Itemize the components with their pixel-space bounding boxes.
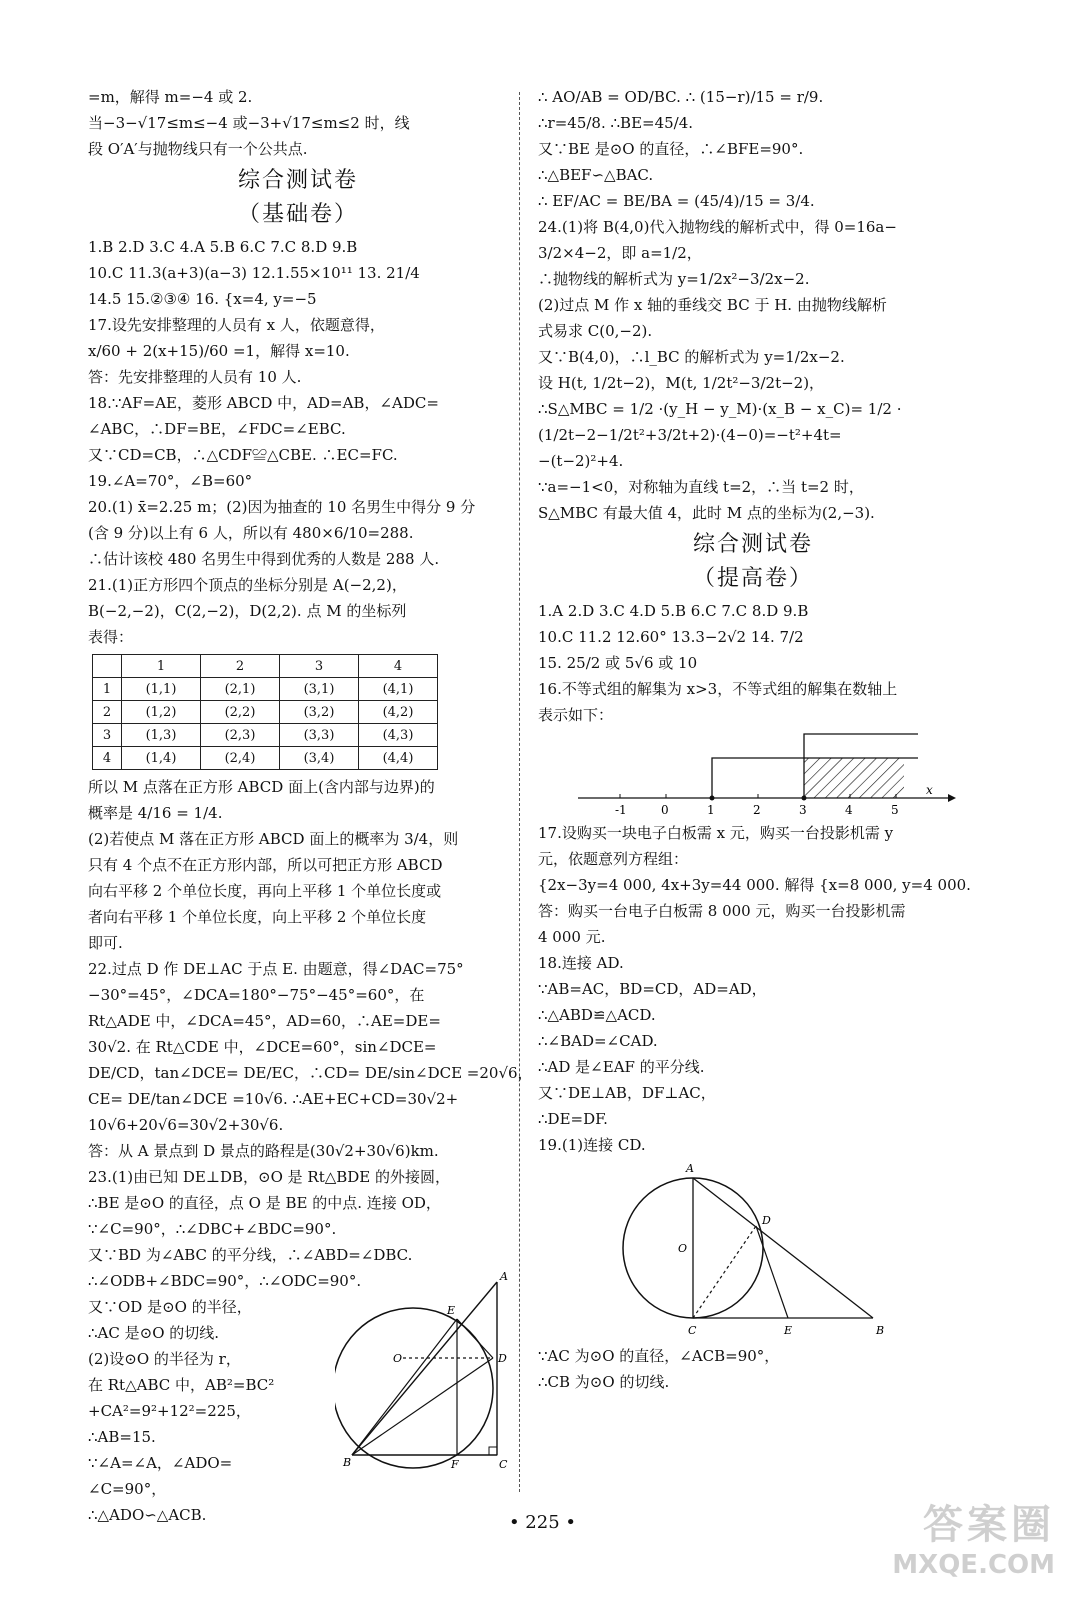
text-line: ∵∠C=90°，∴∠DBC+∠BDC=90°. bbox=[88, 1220, 337, 1238]
label-o-2: O bbox=[678, 1242, 688, 1255]
text-line: 段 O′A′与抛物线只有一个公共点. bbox=[88, 140, 308, 158]
text-line: 又∵DE⊥AB，DF⊥AC， bbox=[538, 1084, 716, 1102]
section-heading-basic: 综合测试卷 bbox=[237, 168, 358, 193]
text-line: 23.(1)由已知 DE⊥DB，⊙O 是 Rt△BDE 的外接圆， bbox=[88, 1168, 451, 1186]
watermark-text: 答案圈 bbox=[923, 1502, 1055, 1548]
text-line: ∵∠A=∠A，∠ADO= bbox=[88, 1454, 233, 1472]
table-cell: 3 bbox=[280, 655, 359, 678]
table-cell: 2 bbox=[201, 655, 280, 678]
text-line: ∴ EF/AC = BE/BA = (45/4)/15 = 3/4. bbox=[538, 192, 815, 210]
tick-label: -1 bbox=[615, 803, 627, 817]
text-line: ∴AB=15. bbox=[88, 1428, 156, 1446]
label-e-2: E bbox=[784, 1324, 793, 1337]
table-cell: 1 bbox=[122, 655, 201, 678]
text-line: CE= DE/tan∠DCE =10√6. ∴AE+EC+CD=30√2+ bbox=[88, 1090, 459, 1108]
right-solution-lines bbox=[538, 84, 968, 526]
tick-label: 0 bbox=[661, 803, 669, 817]
text-line: 所以 M 点落在正方形 ABCD 面上(含内部与边界)的 bbox=[88, 778, 435, 796]
text-line: 4 000 元. bbox=[538, 928, 606, 946]
text-line: DE/CD，tan∠DCE= DE/EC，∴CD= DE/sin∠DCE =20√6， bbox=[88, 1064, 533, 1082]
text-line: 表示如下： bbox=[538, 706, 614, 724]
geometry-figure-23 bbox=[335, 1270, 515, 1470]
tick-label: 5 bbox=[891, 803, 899, 817]
text-line: 又∵B(4,0)，∴l_BC 的解析式为 y=1/2x−2. bbox=[538, 348, 845, 366]
text-line: 概率是 4/16 = 1/4. bbox=[88, 804, 223, 822]
text-line: 10.C 11.3(a+3)(a−3) 12.1.55×10¹¹ 13. 21/4 bbox=[88, 264, 420, 282]
line-be bbox=[352, 1319, 457, 1455]
label-a: A bbox=[500, 1270, 508, 1283]
solution-hatch-region bbox=[804, 758, 904, 798]
table-row bbox=[93, 747, 438, 770]
text-line: 18.∵AF=AE，菱形 ABCD 中，AD=AB，∠ADC= bbox=[88, 394, 439, 412]
axis-label-x: x bbox=[926, 783, 933, 797]
right-solution-lines-3 bbox=[538, 820, 971, 1158]
line-ba bbox=[352, 1282, 497, 1455]
text-line: S△MBC 有最大值 4，此时 M 点的坐标为(2,−3). bbox=[538, 504, 875, 522]
tick-label: 2 bbox=[753, 803, 761, 817]
text-line: ∴△ADO∽△ACB. bbox=[88, 1506, 207, 1524]
text-line: 20.(1) x̄=2.25 m；(2)因为抽查的 10 名男生中得分 9 分 bbox=[88, 498, 476, 516]
tick-label: 4 bbox=[845, 803, 853, 817]
geometry-figure-19 bbox=[598, 1158, 898, 1343]
right-answer-list bbox=[538, 598, 968, 676]
label-a-2: A bbox=[686, 1162, 694, 1175]
table-cell: (3,1) bbox=[280, 678, 359, 701]
label-b-2: B bbox=[876, 1324, 885, 1337]
label-d: D bbox=[498, 1352, 507, 1365]
table-cell: (3,4) bbox=[280, 747, 359, 770]
text-line: 即可. bbox=[88, 934, 123, 952]
left-solution-lines bbox=[88, 312, 508, 650]
table-cell: (2,4) bbox=[201, 747, 280, 770]
left-intro-lines bbox=[88, 84, 508, 162]
label-b: B bbox=[343, 1456, 352, 1469]
table-cell: (2,3) bbox=[201, 724, 280, 747]
table-cell: (4,1) bbox=[359, 678, 438, 701]
table-cell: (2,1) bbox=[201, 678, 280, 701]
text-line: −30°=45°，∠DCA=180°−75°−45°=60°，在 bbox=[88, 986, 425, 1004]
line-ab-2 bbox=[693, 1178, 873, 1318]
table-cell: 4 bbox=[93, 747, 122, 770]
table-cell bbox=[93, 655, 122, 678]
text-line: 1.B 2.D 3.C 4.A 5.B 6.C 7.C 8.D 9.B bbox=[88, 238, 358, 256]
table-row bbox=[93, 724, 438, 747]
text-line: 18.连接 AD. bbox=[538, 954, 624, 972]
table-row bbox=[93, 701, 438, 724]
text-line: 24.(1)将 B(4,0)代入抛物线的解析式中，得 0=16a− bbox=[538, 218, 897, 236]
table-cell: (1,2) bbox=[122, 701, 201, 724]
text-line: ∴抛物线的解析式为 y=1/2x²−3/2x−2. bbox=[538, 270, 810, 288]
table-row bbox=[93, 678, 438, 701]
right-angle-c bbox=[489, 1447, 497, 1455]
text-line: 向右平移 2 个单位长度，再向上平移 1 个单位长度或 bbox=[88, 882, 442, 900]
right-column bbox=[538, 84, 971, 1395]
text-line: {2x−3y=4 000, 4x+3y=44 000. 解得 {x=8 000, y=4 000. bbox=[538, 876, 971, 894]
text-line: (1/2t−2−1/2t²+3/2t+2)·(4−0)=−t²+4t= bbox=[538, 426, 842, 444]
text-line: (2)过点 M 作 x 轴的垂线交 BC 于 H. 由抛物线解析 bbox=[538, 296, 887, 314]
page-number: • 225 • bbox=[508, 1512, 577, 1533]
text-line: ∵a=−1<0，对称轴为直线 t=2，∴当 t=2 时， bbox=[538, 478, 864, 496]
text-line: 只有 4 个点不在正方形内部，所以可把正方形 ABCD bbox=[88, 856, 443, 874]
table-cell: 1 bbox=[93, 678, 122, 701]
section-subheading-advanced: （提高卷） bbox=[692, 566, 813, 591]
text-line: 答：购买一台电子白板需 8 000 元，购买一台投影机需 bbox=[538, 902, 906, 920]
text-line: 元，依题意列方程组： bbox=[538, 850, 689, 868]
text-line: ∠C=90°， bbox=[88, 1480, 167, 1498]
text-line: 答：先安排整理的人员有 10 人. bbox=[88, 368, 302, 386]
text-line: ∴ AO/AB = OD/BC. ∴ (15−r)/15 = r/9. bbox=[538, 88, 824, 106]
table-cell: (1,1) bbox=[122, 678, 201, 701]
text-line: −(t−2)²+4. bbox=[538, 452, 624, 470]
text-line: ∠ABC，∴DF=BE，∠FDC=∠EBC. bbox=[88, 420, 346, 438]
label-c: C bbox=[499, 1458, 508, 1470]
column-divider bbox=[519, 92, 520, 1492]
text-line: 表得： bbox=[88, 628, 134, 646]
text-line: ∴∠BAD=∠CAD. bbox=[538, 1032, 658, 1050]
text-line: 14.5 15.②③④ 16. {x=4, y=−5 bbox=[88, 290, 317, 308]
line-bd bbox=[352, 1358, 493, 1455]
text-line: =m，解得 m=−4 或 2. bbox=[88, 88, 253, 106]
table-cell: (2,2) bbox=[201, 701, 280, 724]
text-line: ∴BE 是⊙O 的直径，点 O 是 BE 的中点. 连接 OD， bbox=[88, 1194, 441, 1212]
right-solution-lines-2 bbox=[538, 676, 968, 728]
text-line: ∴△ABD≌△ACD. bbox=[538, 1006, 656, 1024]
text-line: ∴AD 是∠EAF 的平分线. bbox=[538, 1058, 705, 1076]
line-ed bbox=[457, 1319, 493, 1358]
point-marker bbox=[802, 796, 807, 801]
text-line: x/60 + 2(x+15)/60 =1，解得 x=10. bbox=[88, 342, 350, 360]
table-cell: (4,2) bbox=[359, 701, 438, 724]
text-line: 30√2. 在 Rt△CDE 中，∠DCE=60°，sin∠DCE= bbox=[88, 1038, 437, 1056]
text-line: 又∵OD 是⊙O 的半径， bbox=[88, 1298, 252, 1316]
label-e: E bbox=[447, 1304, 456, 1317]
text-line: 10√6+20√6=30√2+30√6. bbox=[88, 1116, 284, 1134]
text-line: +CA²=9²+12²=225， bbox=[88, 1402, 251, 1420]
text-line: Rt△ADE 中，∠DCA=45°，AD=60，∴AE=DE= bbox=[88, 1012, 441, 1030]
text-line: ∴r=45/8. ∴BE=45/4. bbox=[538, 114, 694, 132]
text-line: 19.∠A=70°，∠B=60° bbox=[88, 472, 253, 490]
coordinate-table bbox=[92, 654, 438, 770]
text-line: 者向右平移 1 个单位长度，向上平移 2 个单位长度 bbox=[88, 908, 427, 926]
text-line: 16.不等式组的解集为 x>3，不等式组的解集在数轴上 bbox=[538, 680, 898, 698]
text-line: 21.(1)正方形四个顶点的坐标分别是 A(−2,2)， bbox=[88, 576, 407, 594]
label-c-2: C bbox=[688, 1324, 697, 1337]
text-line: ∴△BEF∽△BAC. bbox=[538, 166, 654, 184]
tick-label: 3 bbox=[799, 803, 807, 817]
text-line: (2)若使点 M 落在正方形 ABCD 面上的概率为 3/4，则 bbox=[88, 830, 459, 848]
text-line: 当−3−√17≤m≤−4 或−3+√17≤m≤2 时，线 bbox=[88, 114, 410, 132]
label-d-2: D bbox=[762, 1214, 771, 1227]
text-line: 式易求 C(0,−2). bbox=[538, 322, 653, 340]
text-line: 又∵CD=CB，∴△CDF≌△CBE. ∴EC=FC. bbox=[88, 446, 398, 464]
text-line: ∴DE=DF. bbox=[538, 1110, 608, 1128]
section-subheading-basic: （基础卷） bbox=[237, 202, 358, 227]
text-line: 15. 25/2 或 5√6 或 10 bbox=[538, 654, 698, 672]
table-cell: 2 bbox=[93, 701, 122, 724]
text-line: 又∵BD 为∠ABC 的平分线，∴∠ABD=∠DBC. bbox=[88, 1246, 413, 1264]
text-line: 答：从 A 景点到 D 景点的路程是(30√2+30√6)km. bbox=[88, 1142, 439, 1160]
right-solution-lines-4 bbox=[538, 1343, 968, 1395]
text-line: 22.过点 D 作 DE⊥AC 于点 E. 由题意，得∠DAC=75° bbox=[88, 960, 464, 978]
text-line: ∵AB=AC，BD=CD，AD=AD， bbox=[538, 980, 767, 998]
table-cell: (1,3) bbox=[122, 724, 201, 747]
table-cell: 3 bbox=[93, 724, 122, 747]
text-line: (2)设⊙O 的半径为 r， bbox=[88, 1350, 241, 1368]
watermark-logo bbox=[892, 1493, 1055, 1580]
point-marker bbox=[710, 796, 715, 801]
text-line: ∴∠ODB+∠BDC=90°，∴∠ODC=90°. bbox=[88, 1272, 362, 1290]
text-line: 17.设购买一块电子白板需 x 元，购买一台投影机需 y bbox=[538, 824, 894, 842]
tick-label: 1 bbox=[707, 803, 715, 817]
text-line: ∴估计该校 480 名男生中得到优秀的人数是 288 人. bbox=[88, 550, 440, 568]
text-line: ∴AC 是⊙O 的切线. bbox=[88, 1324, 220, 1342]
table-cell: (3,2) bbox=[280, 701, 359, 724]
watermark-url: MXQE.COM bbox=[892, 1550, 1055, 1580]
section-heading-advanced: 综合测试卷 bbox=[692, 532, 813, 557]
text-line: 1.A 2.D 3.C 4.D 5.B 6.C 7.C 8.D 9.B bbox=[538, 602, 809, 620]
table-cell: (4,3) bbox=[359, 724, 438, 747]
table-cell: (1,4) bbox=[122, 747, 201, 770]
axis-arrow bbox=[948, 794, 956, 802]
text-line: 设 H(t, 1/2t−2)，M(t, 1/2t²−3/2t−2)， bbox=[538, 374, 825, 392]
text-line: ∵AC 为⊙O 的直径，∠ACB=90°， bbox=[538, 1347, 780, 1365]
text-line: ∴S△MBC = 1/2 ·(y_H − y_M)·(x_B − x_C)= 1/2 · bbox=[538, 400, 902, 418]
label-f: F bbox=[451, 1458, 459, 1470]
left-answer-list bbox=[88, 234, 508, 312]
text-line: 3/2×4−2，即 a=1/2， bbox=[538, 244, 702, 262]
line-cd bbox=[693, 1226, 756, 1318]
text-line: 17.设先安排整理的人员有 x 人，依题意得， bbox=[88, 316, 385, 334]
text-line: 10.C 11.2 12.60° 13.3−2√2 14. 7/2 bbox=[538, 628, 804, 646]
text-line: (含 9 分)以上有 6 人，所以有 480×6/10=288. bbox=[88, 524, 414, 542]
number-line-figure bbox=[578, 728, 958, 820]
text-line: B(−2,−2)，C(2,−2)，D(2,2). 点 M 的坐标列 bbox=[88, 602, 407, 620]
table-cell: (3,3) bbox=[280, 724, 359, 747]
text-line: 在 Rt△ABC 中，AB²=BC² bbox=[88, 1376, 275, 1394]
table-row bbox=[93, 655, 438, 678]
table-cell: (4,4) bbox=[359, 747, 438, 770]
label-o: O bbox=[393, 1352, 403, 1365]
table-cell: 4 bbox=[359, 655, 438, 678]
text-line: ∴CB 为⊙O 的切线. bbox=[538, 1373, 670, 1391]
text-line: 又∵BE 是⊙O 的直径，∴∠BFE=90°. bbox=[538, 140, 804, 158]
text-line: 19.(1)连接 CD. bbox=[538, 1136, 646, 1154]
